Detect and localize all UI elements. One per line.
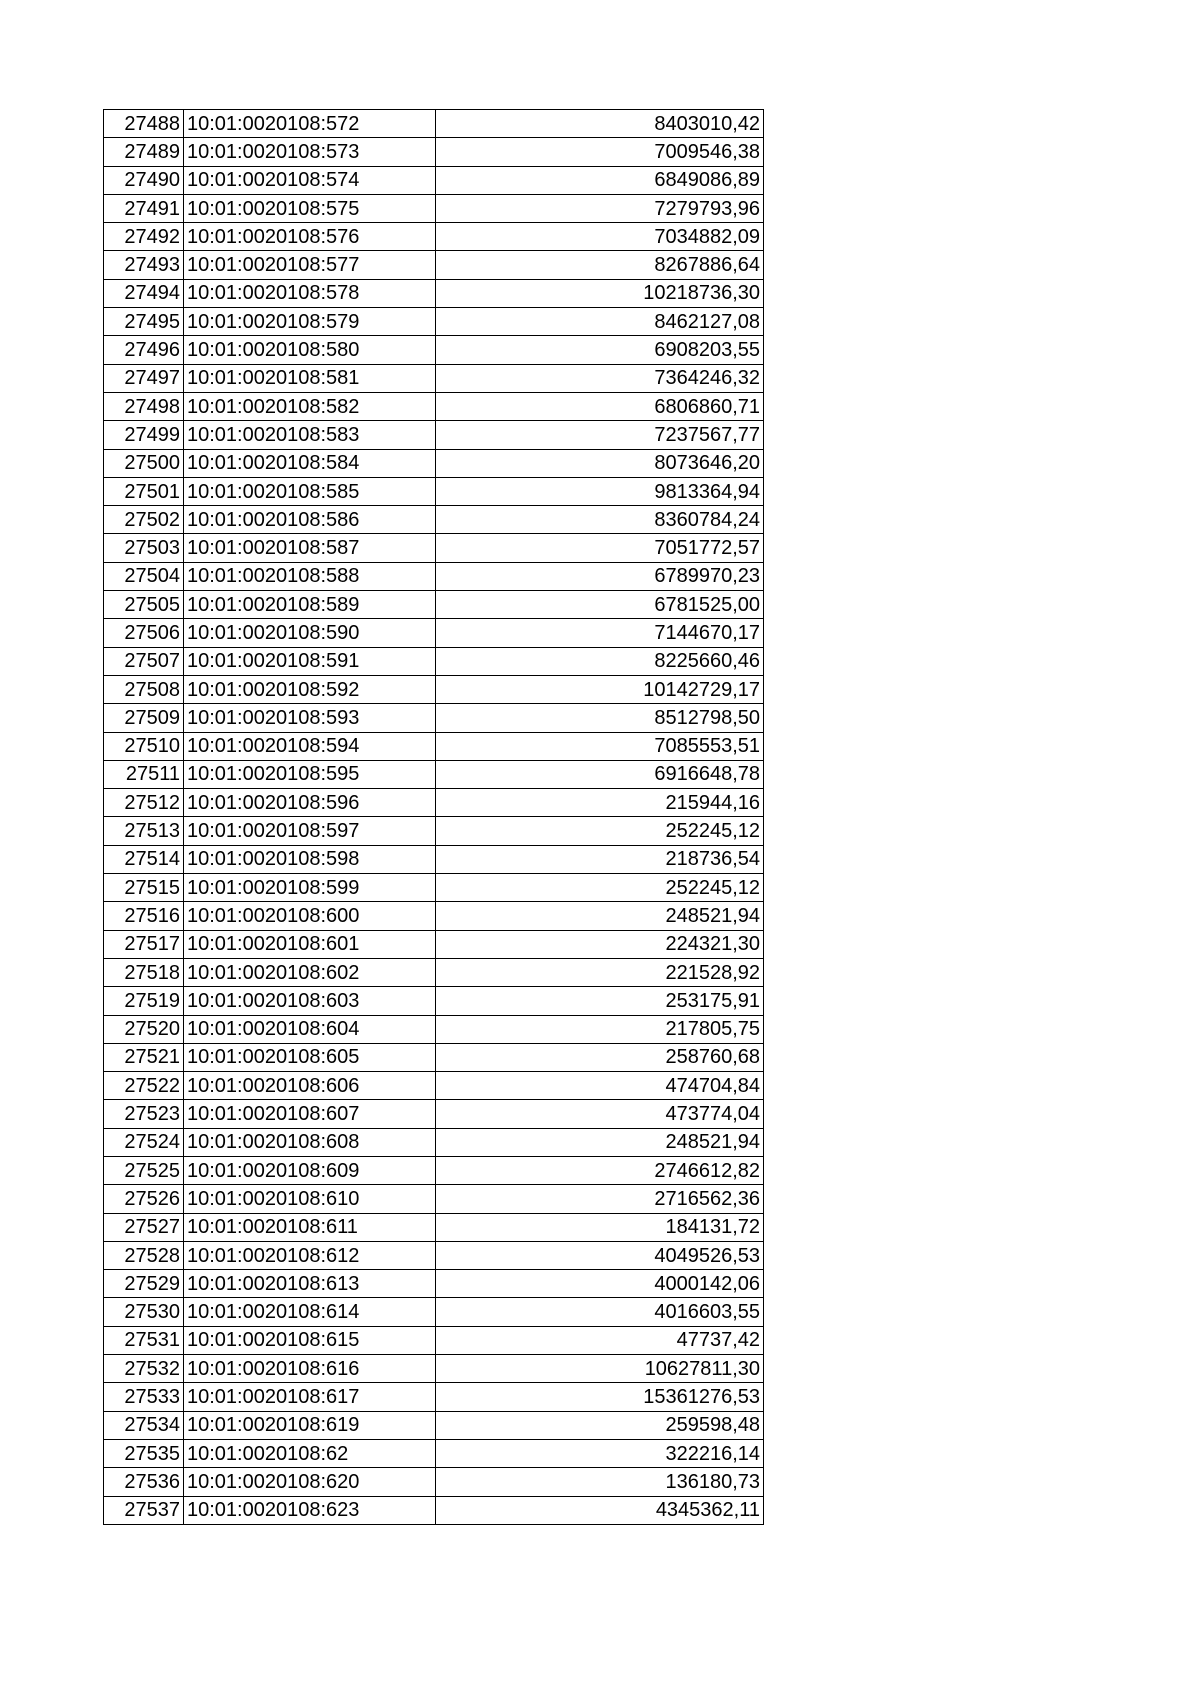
table-body xyxy=(104,110,764,1525)
cadastral-value-cell: 8360784,24 xyxy=(436,506,764,534)
row-number-cell: 27521 xyxy=(104,1043,184,1071)
cadastral-value-cell: 474704,84 xyxy=(436,1072,764,1100)
cadastral-number-cell: 10:01:0020108:608 xyxy=(184,1128,436,1156)
cadastral-value-cell: 6789970,23 xyxy=(436,562,764,590)
row-number-cell: 27493 xyxy=(104,251,184,279)
row-number-cell: 27494 xyxy=(104,279,184,307)
table-row xyxy=(104,1326,764,1354)
cadastral-number-cell: 10:01:0020108:590 xyxy=(184,619,436,647)
table-row xyxy=(104,1015,764,1043)
table-row xyxy=(104,1128,764,1156)
cadastral-number-cell: 10:01:0020108:575 xyxy=(184,194,436,222)
row-number-cell: 27511 xyxy=(104,760,184,788)
table-row xyxy=(104,1100,764,1128)
cadastral-number-cell: 10:01:0020108:605 xyxy=(184,1043,436,1071)
cadastral-value-cell: 7237567,77 xyxy=(436,421,764,449)
cadastral-value-cell: 8225660,46 xyxy=(436,647,764,675)
cadastral-number-cell: 10:01:0020108:616 xyxy=(184,1355,436,1383)
row-number-cell: 27531 xyxy=(104,1326,184,1354)
cadastral-number-cell: 10:01:0020108:579 xyxy=(184,308,436,336)
cadastral-number-cell: 10:01:0020108:614 xyxy=(184,1298,436,1326)
cadastral-value-cell: 224321,30 xyxy=(436,930,764,958)
table-row xyxy=(104,1411,764,1439)
cadastral-number-cell: 10:01:0020108:611 xyxy=(184,1213,436,1241)
row-number-cell: 27492 xyxy=(104,223,184,251)
cadastral-value-cell: 7034882,09 xyxy=(436,223,764,251)
cadastral-number-cell: 10:01:0020108:623 xyxy=(184,1496,436,1524)
row-number-cell: 27503 xyxy=(104,534,184,562)
row-number-cell: 27536 xyxy=(104,1468,184,1496)
cadastral-number-cell: 10:01:0020108:615 xyxy=(184,1326,436,1354)
cadastral-value-cell: 218736,54 xyxy=(436,845,764,873)
row-number-cell: 27529 xyxy=(104,1270,184,1298)
cadastral-number-cell: 10:01:0020108:588 xyxy=(184,562,436,590)
cadastral-value-cell: 10142729,17 xyxy=(436,675,764,703)
cadastral-value-cell: 4016603,55 xyxy=(436,1298,764,1326)
cadastral-number-cell: 10:01:0020108:604 xyxy=(184,1015,436,1043)
row-number-cell: 27495 xyxy=(104,308,184,336)
cadastral-number-cell: 10:01:0020108:583 xyxy=(184,421,436,449)
table-row xyxy=(104,647,764,675)
row-number-cell: 27488 xyxy=(104,110,184,138)
table-row xyxy=(104,449,764,477)
cadastral-number-cell: 10:01:0020108:602 xyxy=(184,958,436,986)
row-number-cell: 27496 xyxy=(104,336,184,364)
cadastral-value-cell: 4345362,11 xyxy=(436,1496,764,1524)
table-row xyxy=(104,619,764,647)
row-number-cell: 27518 xyxy=(104,958,184,986)
cadastral-number-cell: 10:01:0020108:586 xyxy=(184,506,436,534)
cadastral-value-cell: 248521,94 xyxy=(436,902,764,930)
cadastral-value-cell: 7279793,96 xyxy=(436,194,764,222)
cadastral-number-cell: 10:01:0020108:597 xyxy=(184,817,436,845)
cadastral-value-cell: 7009546,38 xyxy=(436,138,764,166)
table-row xyxy=(104,1383,764,1411)
cadastral-number-cell: 10:01:0020108:62 xyxy=(184,1439,436,1467)
row-number-cell: 27534 xyxy=(104,1411,184,1439)
table-row xyxy=(104,704,764,732)
cadastral-value-cell: 258760,68 xyxy=(436,1043,764,1071)
table-row xyxy=(104,166,764,194)
cadastral-number-cell: 10:01:0020108:581 xyxy=(184,364,436,392)
table-row xyxy=(104,506,764,534)
cadastral-value-cell: 10627811,30 xyxy=(436,1355,764,1383)
row-number-cell: 27509 xyxy=(104,704,184,732)
cadastral-number-cell: 10:01:0020108:573 xyxy=(184,138,436,166)
cadastral-value-cell: 252245,12 xyxy=(436,817,764,845)
cadastral-value-cell: 2716562,36 xyxy=(436,1185,764,1213)
table-row xyxy=(104,1156,764,1184)
cadastral-number-cell: 10:01:0020108:592 xyxy=(184,675,436,703)
cadastral-number-cell: 10:01:0020108:620 xyxy=(184,1468,436,1496)
cadastral-number-cell: 10:01:0020108:619 xyxy=(184,1411,436,1439)
table-row xyxy=(104,364,764,392)
table-row xyxy=(104,251,764,279)
cadastral-number-cell: 10:01:0020108:613 xyxy=(184,1270,436,1298)
cadastral-value-cell: 4000142,06 xyxy=(436,1270,764,1298)
cadastral-value-cell: 184131,72 xyxy=(436,1213,764,1241)
table-row xyxy=(104,675,764,703)
row-number-cell: 27535 xyxy=(104,1439,184,1467)
cadastral-value-cell: 136180,73 xyxy=(436,1468,764,1496)
cadastral-value-cell: 10218736,30 xyxy=(436,279,764,307)
table-row xyxy=(104,194,764,222)
cadastral-value-cell: 259598,48 xyxy=(436,1411,764,1439)
cadastral-number-cell: 10:01:0020108:606 xyxy=(184,1072,436,1100)
cadastral-value-cell: 15361276,53 xyxy=(436,1383,764,1411)
row-number-cell: 27510 xyxy=(104,732,184,760)
table-row xyxy=(104,1270,764,1298)
cadastral-value-cell: 6908203,55 xyxy=(436,336,764,364)
cadastral-value-cell: 7085553,51 xyxy=(436,732,764,760)
cadastral-number-cell: 10:01:0020108:601 xyxy=(184,930,436,958)
row-number-cell: 27504 xyxy=(104,562,184,590)
row-number-cell: 27520 xyxy=(104,1015,184,1043)
row-number-cell: 27533 xyxy=(104,1383,184,1411)
cadastral-number-cell: 10:01:0020108:599 xyxy=(184,874,436,902)
cadastral-value-cell: 215944,16 xyxy=(436,789,764,817)
row-number-cell: 27519 xyxy=(104,987,184,1015)
table-row xyxy=(104,1072,764,1100)
cadastral-value-cell: 221528,92 xyxy=(436,958,764,986)
table-row xyxy=(104,138,764,166)
row-number-cell: 27516 xyxy=(104,902,184,930)
cadastral-number-cell: 10:01:0020108:609 xyxy=(184,1156,436,1184)
row-number-cell: 27500 xyxy=(104,449,184,477)
table-row xyxy=(104,534,764,562)
table-row xyxy=(104,1355,764,1383)
cadastral-number-cell: 10:01:0020108:595 xyxy=(184,760,436,788)
cadastral-value-cell: 6849086,89 xyxy=(436,166,764,194)
table-row xyxy=(104,279,764,307)
row-number-cell: 27527 xyxy=(104,1213,184,1241)
row-number-cell: 27526 xyxy=(104,1185,184,1213)
cadastral-number-cell: 10:01:0020108:598 xyxy=(184,845,436,873)
cadastral-number-cell: 10:01:0020108:617 xyxy=(184,1383,436,1411)
cadastral-number-cell: 10:01:0020108:584 xyxy=(184,449,436,477)
cadastral-number-cell: 10:01:0020108:585 xyxy=(184,477,436,505)
row-number-cell: 27537 xyxy=(104,1496,184,1524)
cadastral-number-cell: 10:01:0020108:580 xyxy=(184,336,436,364)
table-row xyxy=(104,1298,764,1326)
table-row xyxy=(104,562,764,590)
row-number-cell: 27513 xyxy=(104,817,184,845)
cadastral-number-cell: 10:01:0020108:577 xyxy=(184,251,436,279)
cadastral-number-cell: 10:01:0020108:576 xyxy=(184,223,436,251)
cadastral-value-cell: 8462127,08 xyxy=(436,308,764,336)
cadastral-value-cell: 6806860,71 xyxy=(436,392,764,420)
row-number-cell: 27517 xyxy=(104,930,184,958)
cadastral-number-cell: 10:01:0020108:574 xyxy=(184,166,436,194)
table-row xyxy=(104,1213,764,1241)
cadastral-number-cell: 10:01:0020108:572 xyxy=(184,110,436,138)
table-row xyxy=(104,1241,764,1269)
cadastral-number-cell: 10:01:0020108:594 xyxy=(184,732,436,760)
row-number-cell: 27498 xyxy=(104,392,184,420)
table-row xyxy=(104,732,764,760)
cadastral-value-cell: 473774,04 xyxy=(436,1100,764,1128)
cadastral-number-cell: 10:01:0020108:600 xyxy=(184,902,436,930)
row-number-cell: 27489 xyxy=(104,138,184,166)
row-number-cell: 27501 xyxy=(104,477,184,505)
table-row xyxy=(104,1043,764,1071)
row-number-cell: 27502 xyxy=(104,506,184,534)
cadastral-value-cell: 8512798,50 xyxy=(436,704,764,732)
row-number-cell: 27532 xyxy=(104,1355,184,1383)
table-row xyxy=(104,477,764,505)
cadastral-number-cell: 10:01:0020108:591 xyxy=(184,647,436,675)
cadastral-value-cell: 248521,94 xyxy=(436,1128,764,1156)
cadastral-value-cell: 7364246,32 xyxy=(436,364,764,392)
row-number-cell: 27523 xyxy=(104,1100,184,1128)
table-row xyxy=(104,110,764,138)
row-number-cell: 27525 xyxy=(104,1156,184,1184)
cadastral-value-cell: 217805,75 xyxy=(436,1015,764,1043)
row-number-cell: 27491 xyxy=(104,194,184,222)
table-row xyxy=(104,902,764,930)
row-number-cell: 27505 xyxy=(104,591,184,619)
cadastral-number-cell: 10:01:0020108:578 xyxy=(184,279,436,307)
row-number-cell: 27497 xyxy=(104,364,184,392)
cadastral-value-cell: 7051772,57 xyxy=(436,534,764,562)
table-row xyxy=(104,958,764,986)
cadastral-value-cell: 4049526,53 xyxy=(436,1241,764,1269)
row-number-cell: 27508 xyxy=(104,675,184,703)
table-row xyxy=(104,760,764,788)
row-number-cell: 27524 xyxy=(104,1128,184,1156)
cadastral-value-cell: 252245,12 xyxy=(436,874,764,902)
row-number-cell: 27514 xyxy=(104,845,184,873)
cadastral-value-cell: 8403010,42 xyxy=(436,110,764,138)
cadastral-number-cell: 10:01:0020108:610 xyxy=(184,1185,436,1213)
table-row xyxy=(104,223,764,251)
table-row xyxy=(104,874,764,902)
table-row xyxy=(104,591,764,619)
row-number-cell: 27499 xyxy=(104,421,184,449)
cadastral-number-cell: 10:01:0020108:593 xyxy=(184,704,436,732)
table-row xyxy=(104,336,764,364)
row-number-cell: 27490 xyxy=(104,166,184,194)
cadastral-value-table xyxy=(103,109,764,1525)
cadastral-number-cell: 10:01:0020108:603 xyxy=(184,987,436,1015)
table-row xyxy=(104,308,764,336)
cadastral-value-cell: 9813364,94 xyxy=(436,477,764,505)
cadastral-value-cell: 322216,14 xyxy=(436,1439,764,1467)
cadastral-number-cell: 10:01:0020108:596 xyxy=(184,789,436,817)
table-row xyxy=(104,987,764,1015)
table-row xyxy=(104,845,764,873)
table-row xyxy=(104,421,764,449)
table-row xyxy=(104,392,764,420)
cadastral-number-cell: 10:01:0020108:587 xyxy=(184,534,436,562)
cadastral-value-cell: 47737,42 xyxy=(436,1326,764,1354)
row-number-cell: 27528 xyxy=(104,1241,184,1269)
table-row xyxy=(104,1468,764,1496)
table-row xyxy=(104,789,764,817)
row-number-cell: 27530 xyxy=(104,1298,184,1326)
row-number-cell: 27507 xyxy=(104,647,184,675)
cadastral-value-cell: 6916648,78 xyxy=(436,760,764,788)
cadastral-number-cell: 10:01:0020108:589 xyxy=(184,591,436,619)
cadastral-value-cell: 2746612,82 xyxy=(436,1156,764,1184)
row-number-cell: 27522 xyxy=(104,1072,184,1100)
cadastral-value-cell: 8267886,64 xyxy=(436,251,764,279)
table-row xyxy=(104,930,764,958)
row-number-cell: 27512 xyxy=(104,789,184,817)
row-number-cell: 27515 xyxy=(104,874,184,902)
cadastral-value-cell: 8073646,20 xyxy=(436,449,764,477)
table-row xyxy=(104,1496,764,1524)
cadastral-value-cell: 7144670,17 xyxy=(436,619,764,647)
cadastral-number-cell: 10:01:0020108:612 xyxy=(184,1241,436,1269)
table-row xyxy=(104,1185,764,1213)
table-row xyxy=(104,817,764,845)
cadastral-number-cell: 10:01:0020108:607 xyxy=(184,1100,436,1128)
cadastral-value-cell: 6781525,00 xyxy=(436,591,764,619)
row-number-cell: 27506 xyxy=(104,619,184,647)
table-row xyxy=(104,1439,764,1467)
cadastral-value-cell: 253175,91 xyxy=(436,987,764,1015)
cadastral-number-cell: 10:01:0020108:582 xyxy=(184,392,436,420)
